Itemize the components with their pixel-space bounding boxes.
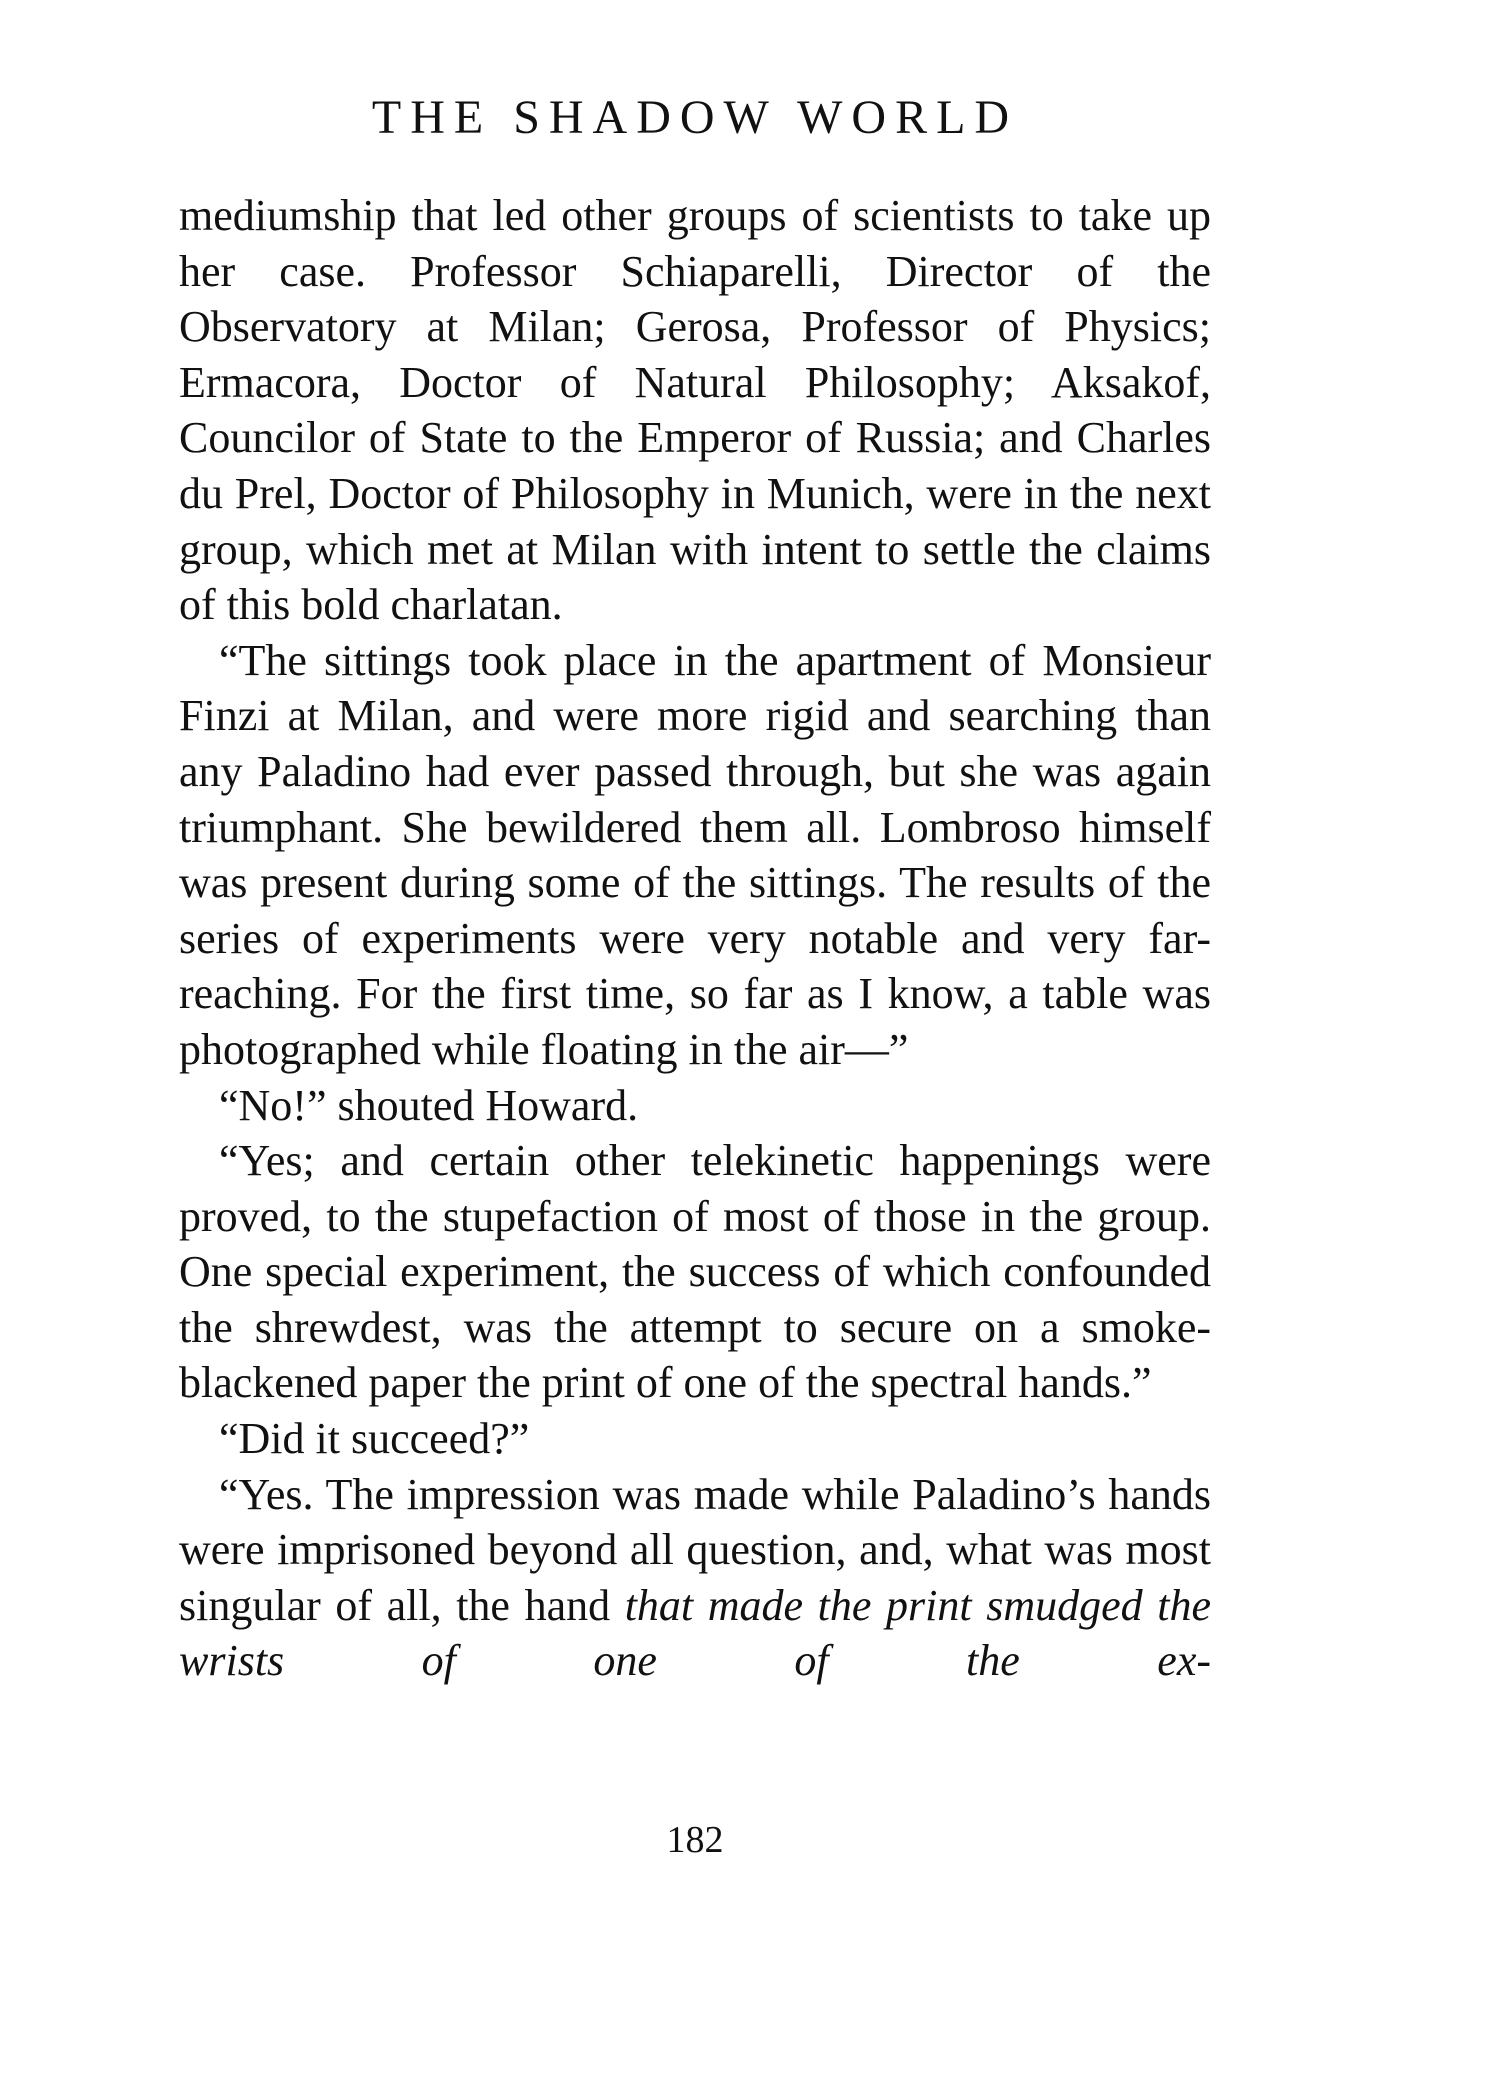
- page-number: 182: [666, 1819, 724, 1861]
- paragraph-6-roman-text: “Yes. The impression was made while Paladino’s hands were imprisoned beyond all question, and, what was most singular of all, the hand: [179, 1469, 1211, 1630]
- paragraph-5: “Did it succeed?”: [219, 1414, 530, 1464]
- body-text: [179, 188, 1211, 1689]
- paragraph-2: “The sittings took place in the apartment of Monsieur Finzi at Milan, and were more rigid and searching than any Paladino had ever passed through, but she was again triumphant. She bewildered them all. Lombroso himself was present during some of the sittings. The results of the series of experiments were very notable and very far-reaching. For the first time, so far as I know, a table was photographed while floating in the air—”: [179, 635, 1211, 1074]
- paragraph-6: [179, 1467, 1211, 1689]
- paragraph-6-italic-text: that made the print smudged the wrists of one of the ex-: [179, 1580, 1211, 1686]
- paragraph-1: mediumship that led other groups of scientists to take up her case. Professor Schiaparelli, Director of the Observatory at Milan; Gerosa, Professor of Physics; Ermacora, Doctor of Natural Philosophy; Aksakof, Councilor of State to the Emperor of Russia; and Charles du Prel, Doctor of Philosophy in Munich, were in the next group, which met at Milan with intent to settle the claims of this bold charlatan.: [179, 191, 1211, 630]
- paragraph-3: “No!” shouted Howard.: [219, 1080, 639, 1130]
- paragraph-4: “Yes; and certain other telekinetic happenings were proved, to the stupefaction of most of those in the group. One special experiment, the success of which confounded the shrewdest, was the attempt to secure on a smoke-blackened paper the print of one of the spectral hands.”: [179, 1136, 1211, 1408]
- running-title: THE SHADOW WORLD: [371, 91, 1019, 144]
